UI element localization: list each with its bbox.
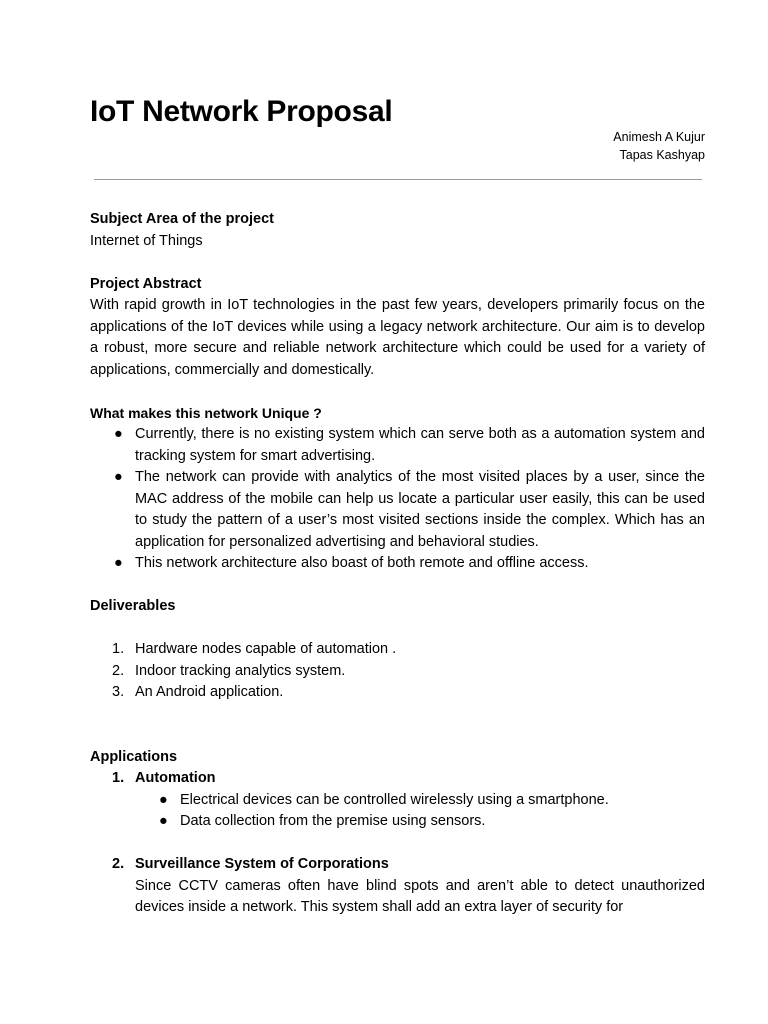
unique-list xyxy=(90,424,705,575)
surveillance-text: Since CCTV cameras often have blind spots and aren’t able to detect unauthorized devices inside a network. This system shall add an extra layer of security for xyxy=(135,877,705,915)
bullet-icon: ● xyxy=(159,791,168,808)
list-number: 2. xyxy=(112,856,125,872)
bullet-icon: ● xyxy=(114,469,123,485)
author-block xyxy=(613,128,705,164)
application-title: 2. Surveillance System of Corporations xyxy=(90,854,705,876)
author-name: Tapas Kashyap xyxy=(619,148,705,162)
document-title: IoT Network Proposal xyxy=(90,95,393,128)
list-number: 3. xyxy=(112,684,125,700)
document-body xyxy=(90,209,705,919)
unique-heading: What makes this network Unique ? xyxy=(90,404,322,421)
list-item: 3. An Android application. xyxy=(90,682,705,704)
list-number: 1. xyxy=(112,641,125,657)
automation-list xyxy=(90,790,705,833)
abstract-heading: Project Abstract xyxy=(90,275,202,292)
author-name: Animesh A Kujur xyxy=(613,130,705,144)
subject-text: Internet of Things xyxy=(90,232,203,249)
list-item: 1. Hardware nodes capable of automation . xyxy=(90,639,705,661)
horizontal-divider xyxy=(94,179,702,180)
list-number: 2. xyxy=(112,662,125,679)
list-item: ● Data collection from the premise using sensors. xyxy=(90,811,705,833)
deliverables-list xyxy=(90,639,705,704)
abstract-text: With rapid growth in IoT technologies in the past few years, developers primarily focus on the applications of the IoT devices while using a legacy network architecture. Our aim is to develop a robust, more secure and reliable network architecture which could be used for a variety of applications, commercially and domestically. xyxy=(90,297,705,378)
application-title: 1. Automation xyxy=(90,768,705,790)
list-item: 2. Indoor tracking analytics system. xyxy=(90,661,705,683)
subject-heading: Subject Area of the project xyxy=(90,211,274,227)
list-item: ● The network can provide with analytics of the most visited places by a user, since the MAC address of the mobile can help us locate a particular user easily, this can be used to study the pattern of a user’s most visited sections inside the complex. Which has an application for personalized advertising and behavioral studies. xyxy=(114,469,705,550)
applications-heading: Applications xyxy=(90,748,178,765)
bullet-icon: ● xyxy=(114,555,123,571)
bullet-icon: ● xyxy=(159,813,168,829)
list-item: ● Electrical devices can be controlled wirelessly using a smartphone. xyxy=(90,790,705,812)
list-item: ● This network architecture also boast of both remote and offline access. xyxy=(90,553,705,575)
list-number: 1. xyxy=(112,770,125,786)
list-item: ● Currently, there is no existing system which can serve both as a automation system and tracking system for smart advertising. xyxy=(114,426,705,464)
deliverables-heading: Deliverables xyxy=(90,598,176,614)
bullet-icon: ● xyxy=(114,426,123,442)
